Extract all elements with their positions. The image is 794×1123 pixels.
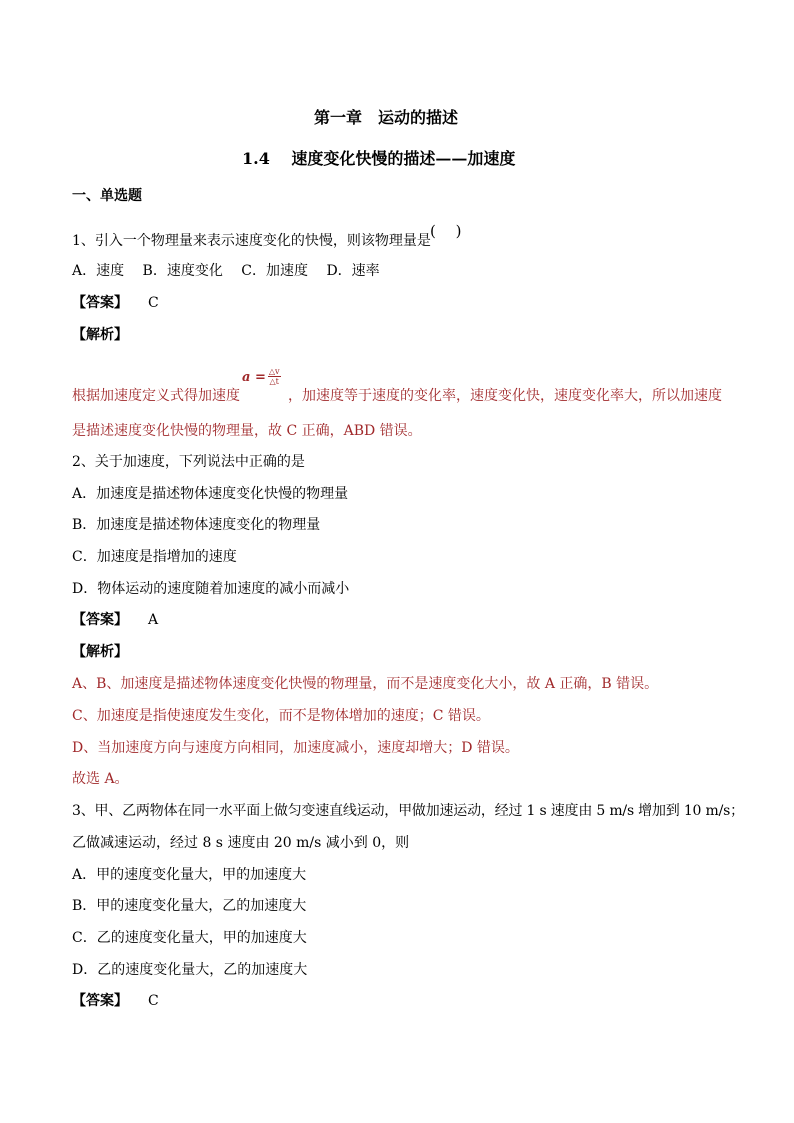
q3-stem-line2: 乙做减速运动，经过 8 s 速度由 20 m/s 减小到 0，则	[72, 835, 410, 851]
q3-option-a: A．甲的速度变化量大，甲的加速度大	[72, 867, 307, 883]
q1-answer: C	[148, 295, 159, 311]
q2-option-a: A．加速度是描述物体速度变化快慢的物理量	[72, 486, 349, 502]
q2-option-c: C．加速度是指增加的速度	[72, 549, 237, 565]
formula-numerator: △v	[268, 367, 280, 376]
q1-analysis-post: ，加速度等于速度的变化率，速度变化快，速度变化率大，所以加速度	[288, 388, 722, 404]
q2-conclusion: 故选 A。	[72, 771, 129, 787]
q1-stem: 1、引入一个物理量来表示速度变化的快慢，则该物理量是	[72, 233, 431, 249]
acceleration-formula	[242, 366, 281, 386]
section-title: 1.4 速度变化快慢的描述——加速度	[242, 149, 516, 168]
q1-analysis-pre: 根据加速度定义式得加速度	[72, 388, 240, 404]
q3-option-d: D．乙的速度变化量大，乙的加速度大	[72, 962, 308, 978]
q2-stem: 2、关于加速度，下列说法中正确的是	[72, 454, 305, 470]
q2-option-d: D．物体运动的速度随着加速度的减小而减小	[72, 581, 350, 597]
q3-answer-tag: 【答案】	[72, 993, 128, 1009]
q3-option-b: B．甲的速度变化量大，乙的加速度大	[72, 898, 307, 914]
q1-analysis-line2: 是描述速度变化快慢的物理量，故 C 正确，ABD 错误。	[72, 423, 422, 439]
q3-answer: C	[148, 993, 159, 1009]
q2-analysis-3: D、当加速度方向与速度方向相同，加速度减小，速度却增大；D 错误。	[72, 740, 519, 756]
q2-analysis-tag: 【解析】	[72, 644, 128, 660]
q2-answer-tag: 【答案】	[72, 612, 128, 628]
q1-paren: ( )	[430, 222, 462, 240]
q3-stem-line1: 3、甲、乙两物体在同一水平面上做匀变速直线运动，甲做加速运动，经过 1 s 速度由 5 m/s 增加到 10 m/s；	[72, 803, 744, 819]
q1-answer-tag: 【答案】	[72, 295, 128, 311]
q1-analysis-tag: 【解析】	[72, 327, 128, 343]
q2-analysis-1: A、B、加速度是描述物体速度变化快慢的物理量，而不是速度变化大小，故 A 正确，B 错误。	[72, 676, 659, 692]
q1-options: A．速度 B．速度变化 C．加速度 D．速率	[72, 263, 380, 279]
q2-analysis-2: C、加速度是指使速度发生变化，而不是物体增加的速度；C 错误。	[72, 708, 490, 724]
formula-lhs: a =	[242, 370, 266, 385]
q2-option-b: B．加速度是描述物体速度变化的物理量	[72, 517, 321, 533]
chapter-title: 第一章 运动的描述	[314, 108, 459, 127]
section-heading: 一、单选题	[72, 188, 142, 204]
formula-denominator: △t	[269, 377, 279, 386]
q2-answer: A	[148, 612, 159, 628]
q3-option-c: C．乙的速度变化量大，甲的加速度大	[72, 930, 307, 946]
